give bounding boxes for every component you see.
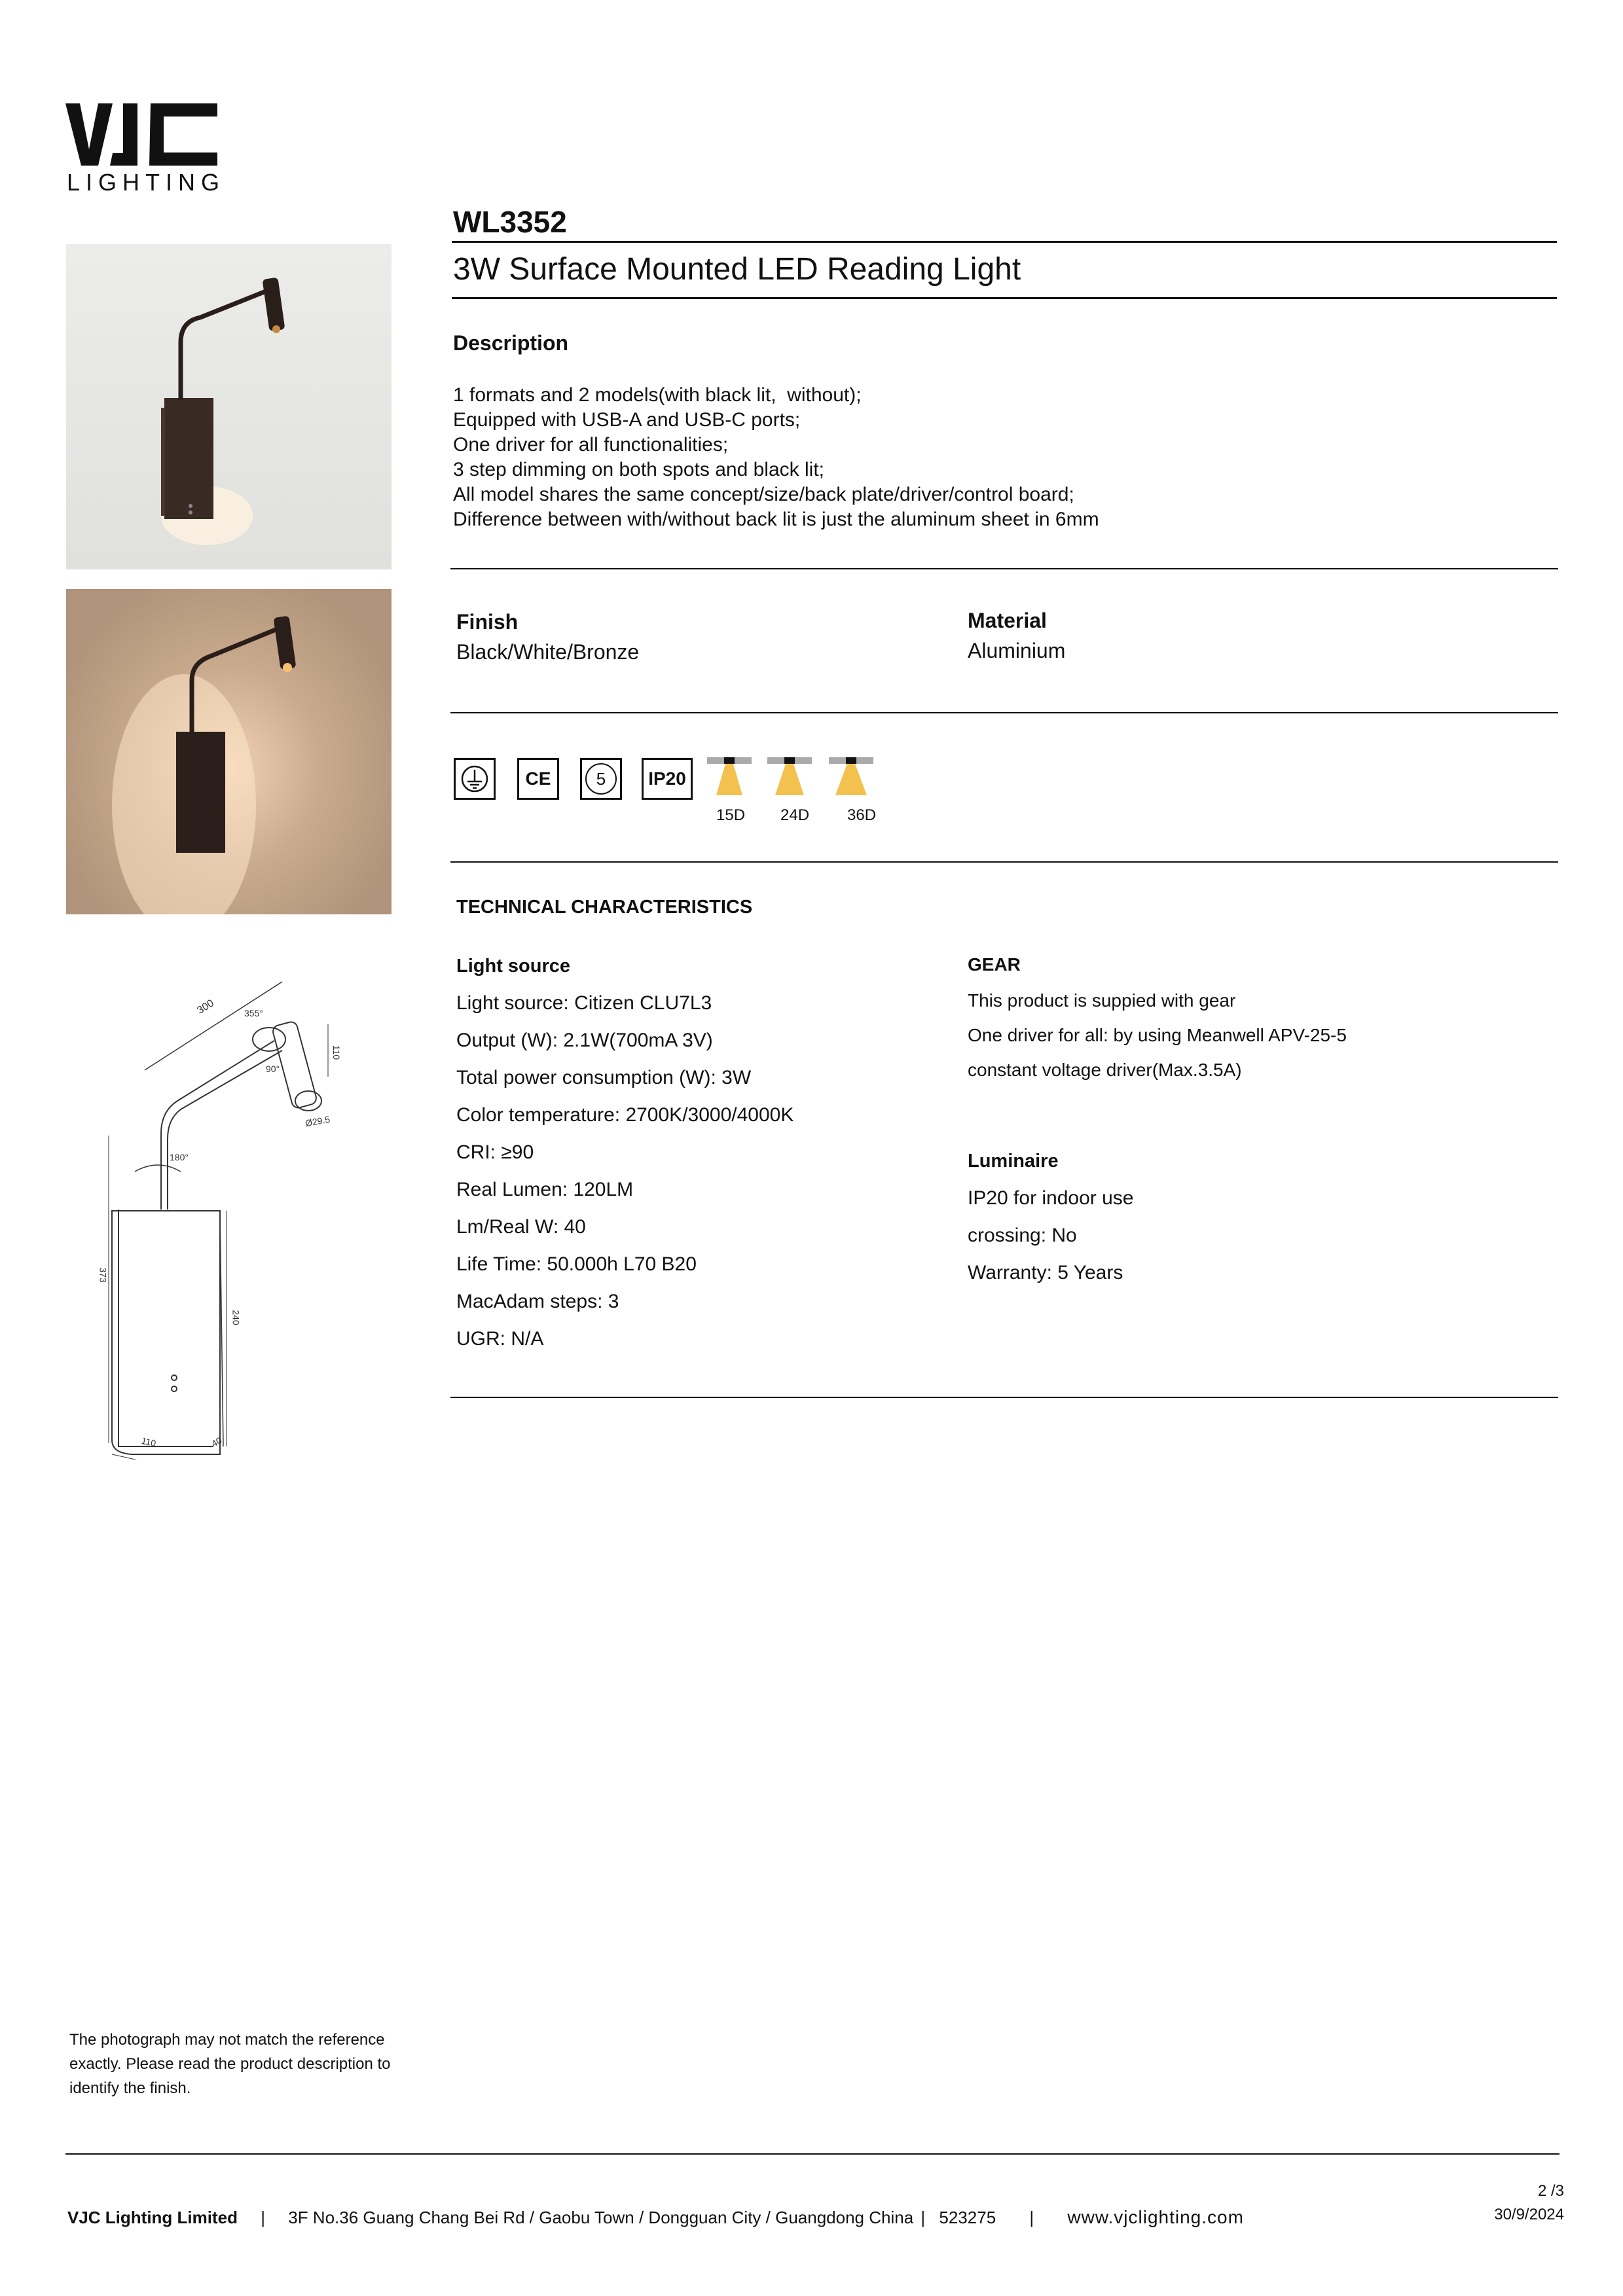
description-line: 1 formats and 2 models(with black lit, without); bbox=[453, 384, 862, 406]
footer-separator: | bbox=[921, 2208, 926, 2227]
finish-heading: Finish bbox=[456, 610, 519, 634]
dim-40: 40 bbox=[210, 1435, 224, 1449]
divider-top bbox=[452, 241, 1557, 243]
gear-supplied: This product is suppied with gear bbox=[968, 990, 1236, 1011]
company-logo bbox=[65, 103, 226, 196]
description-line: Difference between with/without back lit is just the aluminum sheet in 6mm bbox=[453, 509, 1099, 530]
luminaire-crossing: crossing: No bbox=[968, 1225, 1077, 1246]
luminaire-list bbox=[968, 1179, 1134, 1291]
divider-certs bbox=[450, 861, 1558, 863]
gear-heading: GEAR bbox=[968, 954, 1021, 975]
dim-355: 355° bbox=[244, 1008, 263, 1018]
footer-separator: | bbox=[1029, 2208, 1034, 2227]
ip20-badge: IP20 bbox=[642, 758, 693, 800]
warranty-years: 5 bbox=[585, 763, 617, 795]
spec-lm-per-w: Lm/Real W: 40 bbox=[456, 1216, 586, 1238]
beam-label-24d: 24D bbox=[780, 806, 810, 824]
description-body bbox=[453, 383, 1099, 532]
description-line: All model shares the same concept/size/back plate/driver/control board; bbox=[453, 484, 1074, 505]
gear-driver-type: constant voltage driver(Max.3.5A) bbox=[968, 1060, 1242, 1080]
dim-373: 373 bbox=[98, 1267, 109, 1283]
beam-label-15d: 15D bbox=[716, 806, 746, 824]
finish-value: Black/White/Bronze bbox=[456, 640, 640, 664]
spec-life-time: Life Time: 50.000h L70 B20 bbox=[456, 1253, 697, 1275]
description-line: Equipped with USB-A and USB-C ports; bbox=[453, 409, 801, 431]
technical-heading: TECHNICAL CHARACTERISTICS bbox=[456, 897, 753, 918]
luminaire-heading: Luminaire bbox=[968, 1151, 1059, 1172]
spec-total-power: Total power consumption (W): 3W bbox=[456, 1067, 752, 1088]
spec-output: Output (W): 2.1W(700mA 3V) bbox=[456, 1030, 713, 1051]
divider-finish bbox=[450, 712, 1558, 713]
dim-diameter: Ø29.5 bbox=[304, 1113, 331, 1129]
divider-title bbox=[452, 297, 1557, 299]
footer-info bbox=[67, 2207, 1244, 2228]
spec-real-lumen: Real Lumen: 120LM bbox=[456, 1179, 634, 1200]
footer-company: VJC Lighting Limited bbox=[67, 2208, 238, 2227]
document-date: 30/9/2024 bbox=[1494, 2206, 1564, 2223]
page-number: 2 /3 bbox=[1537, 2182, 1564, 2200]
page-info bbox=[1494, 2179, 1564, 2227]
photo-disclaimer: The photograph may not match the reference exactly. Please read the product description to identify the finish. bbox=[69, 2031, 391, 2097]
vjc-logo-mark bbox=[65, 103, 223, 166]
beam-15d-icon bbox=[707, 756, 753, 802]
footer-address: 3F No.36 Guang Chang Bei Rd / Gaobu Town / Dongguan City / Guangdong China bbox=[288, 2208, 914, 2227]
light-source-list bbox=[456, 984, 793, 1357]
material-heading: Material bbox=[968, 609, 1047, 632]
dim-110-height: 110 bbox=[331, 1045, 342, 1060]
gear-driver: One driver for all: by using Meanwell APV-25-5 bbox=[968, 1025, 1347, 1045]
description-line: One driver for all functionalities; bbox=[453, 434, 729, 456]
dim-180: 180° bbox=[170, 1152, 189, 1162]
divider-footer bbox=[65, 2153, 1559, 2155]
footer-separator: | bbox=[261, 2208, 265, 2227]
dim-90: 90° bbox=[266, 1064, 280, 1074]
product-code: WL3352 bbox=[453, 205, 567, 239]
ce-mark-icon: CE bbox=[517, 758, 559, 800]
warranty-5-icon bbox=[580, 758, 622, 800]
beam-36d-icon bbox=[829, 756, 875, 802]
light-source-heading: Light source bbox=[456, 956, 571, 977]
logo-subtitle: LIGHTING bbox=[67, 169, 226, 196]
dim-240: 240 bbox=[230, 1310, 242, 1325]
spec-macadam: MacAdam steps: 3 bbox=[456, 1291, 619, 1312]
divider-technical bbox=[450, 1397, 1558, 1398]
technical-drawing bbox=[66, 962, 392, 1460]
material-value: Aluminium bbox=[968, 639, 1066, 662]
luminaire-ip: IP20 for indoor use bbox=[968, 1187, 1134, 1209]
divider-description bbox=[450, 568, 1558, 569]
dim-110-width: 110 bbox=[140, 1435, 157, 1449]
beam-label-36d: 36D bbox=[847, 806, 877, 824]
spec-cri: CRI: ≥90 bbox=[456, 1141, 534, 1163]
product-photo-lit bbox=[66, 589, 392, 914]
gear-list bbox=[968, 983, 1347, 1087]
product-photo-white-bg bbox=[66, 244, 392, 569]
description-line: 3 step dimming on both spots and black lit; bbox=[453, 459, 824, 480]
beam-24d-icon bbox=[767, 756, 813, 802]
spec-ugr: UGR: N/A bbox=[456, 1328, 544, 1350]
footer-postcode: 523275 bbox=[939, 2208, 996, 2227]
dim-300: 300 bbox=[195, 997, 216, 1016]
footer-website[interactable]: www.vjclighting.com bbox=[1067, 2207, 1244, 2227]
luminaire-warranty: Warranty: 5 Years bbox=[968, 1262, 1123, 1283]
spec-color-temperature: Color temperature: 2700K/3000/4000K bbox=[456, 1104, 794, 1126]
product-title: 3W Surface Mounted LED Reading Light bbox=[453, 252, 1021, 287]
description-heading: Description bbox=[453, 331, 569, 355]
class-1-earth-icon bbox=[454, 758, 496, 800]
spec-light-source: Light source: Citizen CLU7L3 bbox=[456, 992, 712, 1014]
